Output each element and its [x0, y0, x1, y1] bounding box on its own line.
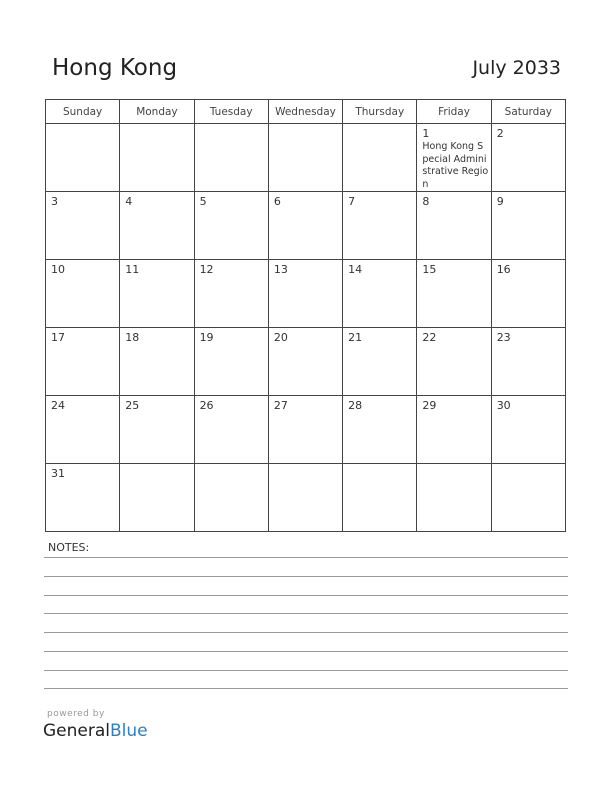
day-cell-empty	[268, 464, 342, 532]
day-cell-empty	[343, 124, 417, 192]
day-cell-23	[491, 328, 565, 396]
weekday-header: Saturday	[491, 100, 565, 124]
day-cell-21	[343, 328, 417, 396]
day-number: 16	[496, 263, 511, 276]
day-cell-empty	[46, 124, 120, 192]
day-number: 22	[422, 331, 437, 344]
day-cell-27	[268, 396, 342, 464]
day-cell-18	[120, 328, 194, 396]
day-number: 3	[51, 195, 58, 208]
weekday-header: Friday	[417, 100, 491, 124]
holiday-label: Hong Kong Special Administrative Region	[422, 141, 489, 190]
weekday-header: Sunday	[46, 100, 120, 124]
day-number: 24	[51, 399, 65, 412]
day-cell-24	[46, 396, 120, 464]
day-cell-empty	[120, 464, 194, 532]
week-row	[46, 260, 566, 328]
day-cell-empty	[491, 464, 565, 532]
day-number: 31	[51, 467, 65, 480]
day-number: 5	[199, 195, 207, 208]
day-number: 10	[51, 263, 65, 276]
day-cell-25	[120, 396, 194, 464]
day-cell-8	[417, 192, 491, 260]
weekday-header-row	[46, 100, 566, 124]
note-line	[44, 557, 568, 558]
week-row	[46, 464, 566, 532]
day-cell-17	[46, 328, 120, 396]
day-number: 9	[496, 195, 504, 208]
day-cell-19	[194, 328, 268, 396]
day-cell-31	[46, 464, 120, 532]
brand-logo	[43, 721, 148, 741]
day-cell-10	[46, 260, 120, 328]
day-number: 14	[348, 263, 363, 276]
day-number: 8	[422, 195, 430, 208]
week-row	[46, 124, 566, 192]
day-number: 13	[273, 263, 288, 276]
day-number: 11	[125, 263, 140, 276]
day-number: 18	[125, 331, 140, 344]
day-cell-12	[194, 260, 268, 328]
day-cell-29	[417, 396, 491, 464]
note-line	[44, 576, 568, 577]
day-cell-28	[343, 396, 417, 464]
day-cell-30	[491, 396, 565, 464]
day-cell-14	[343, 260, 417, 328]
note-line	[44, 595, 568, 596]
day-number: 20	[273, 331, 288, 344]
day-cell-7	[343, 192, 417, 260]
day-cell-4	[120, 192, 194, 260]
day-cell-22	[417, 328, 491, 396]
day-number: 4	[125, 195, 133, 208]
day-number: 25	[125, 399, 140, 412]
day-number: 19	[199, 331, 214, 344]
day-number: 23	[496, 331, 511, 344]
day-number: 29	[422, 399, 437, 412]
day-cell-2	[491, 124, 565, 192]
day-cell-3	[46, 192, 120, 260]
day-number: 7	[348, 195, 356, 208]
day-cell-empty	[343, 464, 417, 532]
day-cell-16	[491, 260, 565, 328]
day-cell-empty	[417, 464, 491, 532]
note-line	[44, 613, 568, 614]
notes-label: NOTES:	[48, 541, 90, 554]
calendar-title: Hong Kong	[52, 55, 178, 81]
day-cell-6	[268, 192, 342, 260]
day-number: 17	[51, 331, 65, 344]
note-line	[44, 688, 568, 689]
weekday-header: Wednesday	[268, 100, 342, 124]
day-number: 6	[273, 195, 281, 208]
week-row	[46, 396, 566, 464]
weekday-header: Tuesday	[194, 100, 268, 124]
day-cell-9	[491, 192, 565, 260]
day-number: 26	[199, 399, 214, 412]
day-number: 1	[422, 127, 430, 140]
powered-by-text: powered by	[47, 709, 105, 719]
day-number: 2	[496, 127, 504, 140]
week-row	[46, 328, 566, 396]
day-number: 12	[199, 263, 214, 276]
note-line	[44, 651, 568, 652]
brand-blue: Blue	[110, 721, 148, 741]
day-number: 30	[496, 399, 511, 412]
month-grid	[45, 99, 566, 532]
weekday-header: Thursday	[343, 100, 417, 124]
day-cell-empty	[194, 464, 268, 532]
day-cell-empty	[120, 124, 194, 192]
note-line	[44, 670, 568, 671]
calendar-month: July 2033	[472, 57, 561, 79]
day-cell-5	[194, 192, 268, 260]
day-number: 28	[348, 399, 363, 412]
day-cell-empty	[268, 124, 342, 192]
day-number: 21	[348, 331, 363, 344]
day-cell-13	[268, 260, 342, 328]
day-cell-26	[194, 396, 268, 464]
day-cell-20	[268, 328, 342, 396]
brand-general: General	[43, 721, 110, 741]
week-row	[46, 192, 566, 260]
day-cell-15	[417, 260, 491, 328]
note-line	[44, 632, 568, 633]
day-number: 27	[273, 399, 288, 412]
day-cell-1	[417, 124, 491, 192]
day-number: 15	[422, 263, 437, 276]
day-cell-empty	[194, 124, 268, 192]
weekday-header: Monday	[120, 100, 194, 124]
day-cell-11	[120, 260, 194, 328]
